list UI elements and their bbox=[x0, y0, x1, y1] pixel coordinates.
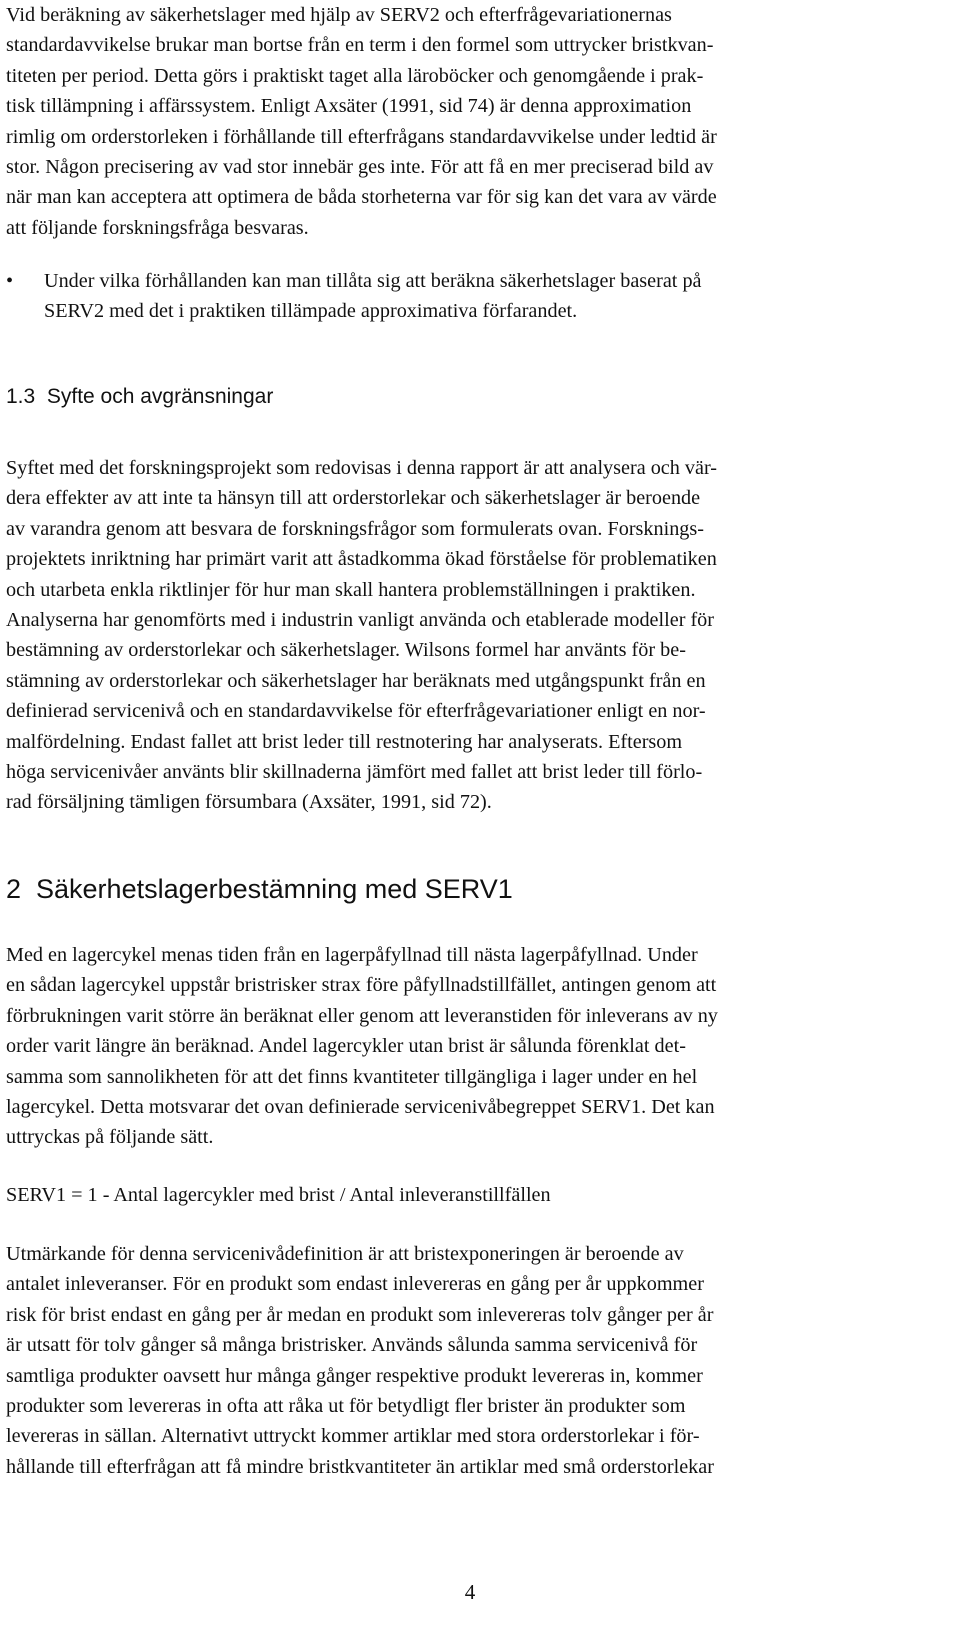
text-line: SERV2 med det i praktiken tillämpade approximativa förfarandet. bbox=[44, 300, 578, 323]
text-line: levereras in sällan. Alternativt uttryckt kommer artiklar med stora orderstorlekar i för- bbox=[6, 1425, 700, 1448]
text-line: rad försäljning tämligen försumbara (Axsäter, 1991, sid 72). bbox=[6, 791, 492, 814]
text-line: order varit längre än beräknad. Andel lagercykler utan brist är sålunda förenklat det- bbox=[6, 1035, 686, 1058]
text-line: stor. Någon precisering av vad stor innebär ges inte. För att få en mer preciserad bild av bbox=[6, 156, 714, 179]
service-level-paragraph bbox=[6, 1239, 714, 1482]
text-line: höga servicenivåer använts blir skillnaderna jämfört med fallet att brist leder till förlo- bbox=[6, 761, 703, 784]
text-line: en sådan lagercykel uppstår bristrisker strax före påfyllnadstillfället, antingen genom att bbox=[6, 974, 717, 997]
text-line: lagercykel. Detta motsvarar det ovan definierade servicenivåbegreppet SERV1. Det kan bbox=[6, 1096, 715, 1119]
text-line: risk för brist endast en gång per år medan en produkt som inlevereras tolv gånger per år bbox=[6, 1303, 714, 1326]
text-line: standardavvikelse brukar man bortse från en term i den formel som uttrycker bristkvan- bbox=[6, 34, 714, 57]
text-line: definierad servicenivå och en standardavvikelse för efterfrågevariationer enligt en nor- bbox=[6, 700, 706, 723]
formula-text: SERV1 = 1 - Antal lagercykler med brist / Antal inleveranstillfällen bbox=[6, 1184, 551, 1206]
text-line: av varandra genom att besvara de forskningsfrågor som formulerats ovan. Forsknings- bbox=[6, 517, 704, 540]
text-line: och utarbeta enkla riktlinjer för hur man skall hantera problemställningen i praktiken. bbox=[6, 578, 696, 601]
research-question-bullet bbox=[6, 266, 702, 327]
text-line: samtliga produkter oavsett hur många gånger respektive produkt levereras in, kommer bbox=[6, 1364, 703, 1387]
text-line: Med en lagercykel menas tiden från en lagerpåfyllnad till nästa lagerpåfyllnad. Under bbox=[6, 944, 698, 966]
text-line: projektets inriktning har primärt varit att åstadkomma ökad förståelse för problematiken bbox=[6, 548, 717, 571]
section-heading-2: 2 Säkerhetslagerbestämning med SERV1 bbox=[6, 874, 513, 904]
text-line: Under vilka förhållanden kan man tillåta sig att beräkna säkerhetslager baserat på bbox=[44, 270, 702, 292]
text-line: stämning av orderstorlekar och säkerhetslager har beräknats med utgångspunkt från en bbox=[6, 669, 706, 692]
text-line: uttryckas på följande sätt. bbox=[6, 1126, 214, 1149]
text-line: när man kan acceptera att optimera de båda storheterna var för sig kan det vara av värde bbox=[6, 186, 717, 209]
text-line: rimlig om orderstorleken i förhållande till efterfrågans standardavvikelse under ledtid är bbox=[6, 125, 717, 148]
text-line: tisk tillämpning i affärssystem. Enligt Axsäter (1991, sid 74) är denna approximation bbox=[6, 95, 692, 118]
text-line: produkter som levereras in ofta att råka ut för betydligt fler brister än produkter som bbox=[6, 1395, 686, 1418]
text-line: Analyserna har genomförts med i industrin vanligt använda och etablerade modeller för bbox=[6, 609, 715, 632]
text-line: samma som sannolikheten för att det finns kvantiteter tillgängliga i lager under en hel bbox=[6, 1065, 698, 1088]
text-line: förbrukningen varit större än beräknat eller genom att leveranstiden för inleverans av ny bbox=[6, 1004, 718, 1027]
text-line: hållande till efterfrågan att få mindre bristkvantiteter än artiklar med små orderstorlekar bbox=[6, 1455, 714, 1478]
intro-paragraph bbox=[6, 0, 717, 243]
text-line: titeten per period. Detta görs i praktiskt taget alla läroböcker och genomgående i prak- bbox=[6, 64, 704, 87]
text-line: malfördelning. Endast fallet att brist leder till restnotering har analyserats. Eftersom bbox=[6, 730, 683, 753]
serv1-formula bbox=[6, 1180, 551, 1210]
section-heading-1-3: 1.3 Syfte och avgränsningar bbox=[6, 385, 274, 408]
text-line: dera effekter av att inte ta hänsyn till att orderstorlekar och säkerhetslager är beroende bbox=[6, 487, 701, 510]
text-line: att följande forskningsfråga besvaras. bbox=[6, 216, 309, 239]
purpose-paragraph bbox=[6, 453, 717, 818]
bullet-marker: • bbox=[6, 270, 14, 292]
text-line: Syftet med det forskningsprojekt som redovisas i denna rapport är att analysera och vär- bbox=[6, 457, 717, 479]
text-line: Vid beräkning av säkerhetslager med hjälp av SERV2 och efterfrågevariationernas bbox=[6, 4, 672, 26]
text-line: bestämning av orderstorlekar och säkerhetslager. Wilsons formel har använts för be- bbox=[6, 639, 686, 662]
text-line: är utsatt för tolv gånger så många bristrisker. Används sålunda samma servicenivå för bbox=[6, 1334, 698, 1357]
inventory-cycle-paragraph bbox=[6, 940, 718, 1153]
text-line: antalet inleveranser. För en produkt som endast inlevereras en gång per år uppkommer bbox=[6, 1273, 704, 1296]
page-number: 4 bbox=[464, 1580, 476, 1604]
bullet-text bbox=[44, 266, 702, 327]
text-line: Utmärkande för denna servicenivådefinition är att bristexponeringen är beroende av bbox=[6, 1243, 684, 1265]
